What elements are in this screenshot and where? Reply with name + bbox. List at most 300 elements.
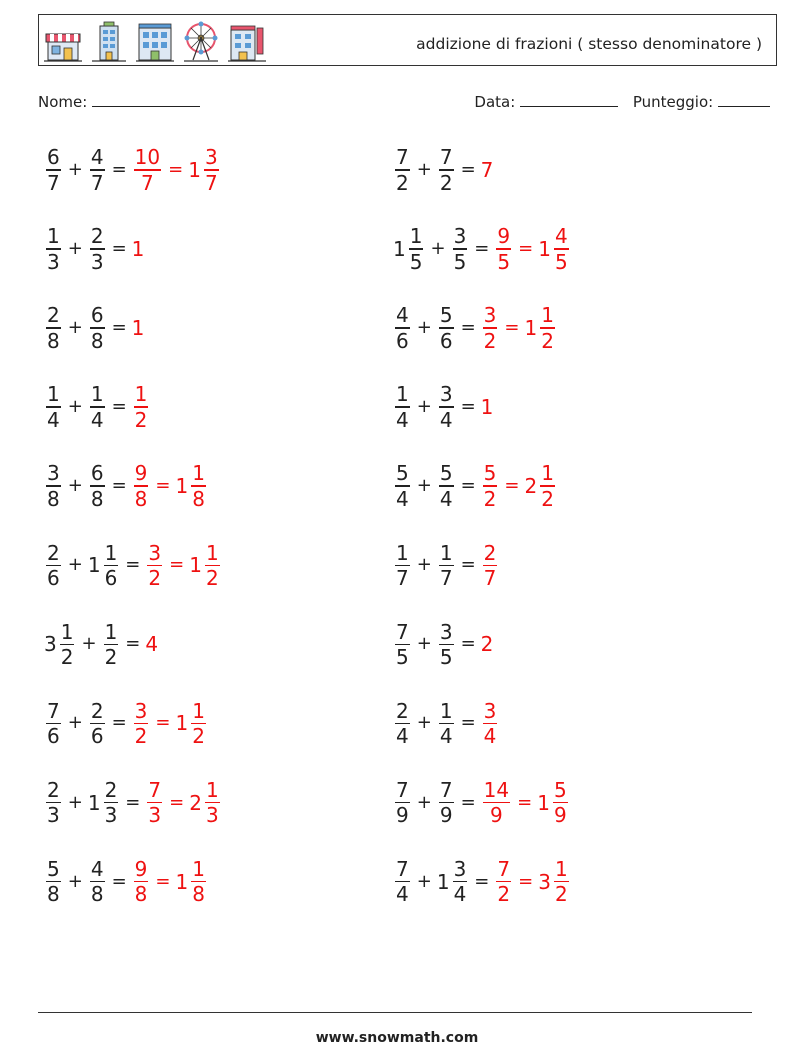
whole-number: 1 <box>538 236 551 261</box>
problem-item <box>393 145 494 195</box>
denominator: 8 <box>90 486 104 511</box>
denominator: 5 <box>409 249 423 274</box>
equals-sign: = <box>155 712 171 734</box>
numerator: 9 <box>497 224 511 249</box>
denominator: 9 <box>490 803 503 828</box>
fraction <box>395 303 410 353</box>
numerator: 7 <box>396 856 409 881</box>
fraction <box>395 699 410 749</box>
fraction <box>395 145 410 195</box>
problem-item <box>393 857 571 907</box>
fraction <box>46 145 61 195</box>
header-icons <box>44 18 266 64</box>
equals-sign: = <box>460 554 476 576</box>
denominator: 7 <box>141 170 154 195</box>
numerator: 5 <box>47 856 60 881</box>
numerator: 5 <box>483 461 497 486</box>
fraction <box>90 303 105 353</box>
denominator: 4 <box>90 407 104 432</box>
denominator: 2 <box>104 645 118 670</box>
fraction <box>395 382 410 432</box>
numerator: 3 <box>483 303 497 328</box>
denominator: 2 <box>60 645 74 670</box>
equals-sign: = <box>155 475 171 497</box>
equals-sign: = <box>169 791 185 813</box>
numerator: 1 <box>90 382 104 407</box>
numerator: 7 <box>47 698 60 723</box>
denominator: 7 <box>47 170 60 195</box>
numerator: 1 <box>47 382 60 407</box>
answer <box>494 224 570 274</box>
equals-sign: = <box>518 870 534 892</box>
denominator: 8 <box>47 328 60 353</box>
numerator: 2 <box>104 777 118 802</box>
answer <box>481 461 557 511</box>
fraction <box>205 778 220 828</box>
denominator: 2 <box>134 407 148 432</box>
whole-number: 1 <box>189 553 202 578</box>
answer-whole: 1 <box>131 315 145 340</box>
denominator: 6 <box>396 328 409 353</box>
denominator: 9 <box>396 803 409 828</box>
numerator: 4 <box>90 856 104 881</box>
date-label: Data: <box>474 93 516 111</box>
fraction <box>553 778 568 828</box>
fraction <box>483 541 498 591</box>
fraction <box>90 224 105 274</box>
equals-sign: = <box>504 475 520 497</box>
denominator: 6 <box>439 328 453 353</box>
numerator: 1 <box>192 698 205 723</box>
numerator: 1 <box>396 382 409 407</box>
answer <box>480 395 495 420</box>
worksheet-header <box>38 14 777 66</box>
fraction <box>134 699 149 749</box>
equals-sign: = <box>111 475 127 497</box>
plus-sign: + <box>67 396 83 418</box>
plus-sign: + <box>416 870 432 892</box>
answer-whole: 1 <box>131 236 145 261</box>
numerator: 7 <box>439 145 453 169</box>
numerator: 5 <box>439 303 453 328</box>
numerator: 14 <box>483 777 510 802</box>
numerator: 6 <box>90 461 104 486</box>
denominator: 6 <box>47 724 60 749</box>
answer <box>480 157 495 182</box>
denominator: 5 <box>453 249 467 274</box>
fraction <box>483 461 498 511</box>
answer <box>480 632 495 657</box>
fraction <box>46 857 61 907</box>
numerator: 2 <box>483 540 497 565</box>
denominator: 2 <box>497 882 511 907</box>
numerator: 6 <box>90 303 104 328</box>
problem-item <box>393 778 570 828</box>
numerator: 2 <box>90 698 104 723</box>
denominator: 4 <box>439 724 453 749</box>
denominator: 7 <box>483 566 497 590</box>
equals-sign: = <box>460 712 476 734</box>
fraction <box>439 778 454 828</box>
equals-sign: = <box>460 633 476 655</box>
numerator: 7 <box>497 856 511 881</box>
numerator: 1 <box>205 777 219 802</box>
numerator: 1 <box>541 461 554 486</box>
fraction <box>46 778 61 828</box>
apartment-building-icon <box>136 20 174 64</box>
whole-number: 1 <box>175 869 189 894</box>
date-score-fields <box>474 92 770 111</box>
numerator: 3 <box>204 145 218 169</box>
numerator: 1 <box>554 856 568 881</box>
equals-sign: = <box>111 712 127 734</box>
numerator: 1 <box>541 303 554 328</box>
answer <box>132 857 208 907</box>
score-label: Punteggio: <box>632 93 714 111</box>
denominator: 3 <box>47 249 60 274</box>
student-info <box>38 92 770 116</box>
fraction <box>439 303 454 353</box>
fraction <box>134 145 161 195</box>
denominator: 8 <box>90 328 104 353</box>
plus-sign: + <box>416 712 432 734</box>
numerator: 7 <box>396 145 409 169</box>
numerator: 3 <box>134 698 148 723</box>
answer <box>494 857 570 907</box>
fraction <box>191 699 206 749</box>
answer-whole: 7 <box>480 157 494 182</box>
denominator: 2 <box>192 724 205 749</box>
whole-number: 2 <box>189 790 202 815</box>
answer <box>132 382 151 432</box>
problem-item <box>44 778 222 828</box>
answer <box>481 541 500 591</box>
equals-sign: = <box>460 158 476 180</box>
fraction <box>134 382 149 432</box>
denominator: 8 <box>134 486 148 511</box>
plus-sign: + <box>67 554 83 576</box>
numerator: 1 <box>192 461 205 486</box>
denominator: 3 <box>148 803 162 828</box>
denominator: 9 <box>553 803 567 828</box>
numerator: 1 <box>134 382 148 407</box>
equals-sign: = <box>474 237 490 259</box>
numerator: 1 <box>205 540 219 565</box>
fraction <box>496 857 511 907</box>
fraction <box>439 145 454 195</box>
numerator: 4 <box>90 145 104 169</box>
fraction <box>439 461 454 511</box>
plus-sign: + <box>416 554 432 576</box>
numerator: 1 <box>60 619 74 644</box>
denominator: 8 <box>192 486 205 511</box>
numerator: 10 <box>134 145 161 169</box>
denominator: 8 <box>134 882 148 907</box>
numerator: 7 <box>396 619 409 644</box>
numerator: 4 <box>396 303 409 328</box>
plus-sign: + <box>67 237 83 259</box>
fraction <box>395 620 410 670</box>
date-blank[interactable] <box>520 92 618 107</box>
problem-item <box>393 620 494 670</box>
equals-sign: = <box>460 396 476 418</box>
numerator: 1 <box>192 856 205 881</box>
denominator: 5 <box>396 645 409 670</box>
whole-number: 1 <box>175 711 189 736</box>
plus-sign: + <box>67 791 83 813</box>
answer <box>481 303 557 353</box>
denominator: 6 <box>90 724 104 749</box>
fraction <box>46 224 61 274</box>
whole-number: 3 <box>538 869 551 894</box>
denominator: 6 <box>104 566 118 590</box>
fraction <box>554 224 569 274</box>
whole-number: 1 <box>393 236 406 261</box>
answer <box>132 699 208 749</box>
answer <box>145 778 221 828</box>
equals-sign: = <box>518 237 534 259</box>
fraction <box>204 145 219 195</box>
denominator: 5 <box>497 249 511 274</box>
office-building-icon <box>90 20 128 64</box>
fraction <box>439 620 454 670</box>
numerator: 5 <box>439 461 453 486</box>
equals-sign: = <box>169 554 185 576</box>
fraction <box>147 778 162 828</box>
answer <box>145 541 221 591</box>
problem-item <box>44 541 222 591</box>
equals-sign: = <box>517 791 533 813</box>
denominator: 2 <box>439 170 453 195</box>
denominator: 4 <box>483 724 497 749</box>
name-label: Nome: <box>38 93 88 111</box>
fraction <box>134 857 149 907</box>
numerator: 2 <box>47 540 60 565</box>
answer <box>481 778 570 828</box>
plus-sign: + <box>67 870 83 892</box>
numerator: 1 <box>439 540 453 565</box>
fraction <box>191 857 206 907</box>
plus-sign: + <box>416 633 432 655</box>
fraction <box>90 857 105 907</box>
ferris-wheel-icon <box>182 20 220 64</box>
shop-icon <box>44 20 82 64</box>
worksheet-title: addizione di frazioni ( stesso denominatore ) <box>416 35 762 53</box>
whole-number: 1 <box>175 474 189 499</box>
equals-sign: = <box>125 791 141 813</box>
footer-url[interactable]: www.snowmath.com <box>315 1030 479 1046</box>
plus-sign: + <box>416 158 432 180</box>
numerator: 7 <box>396 777 409 802</box>
problem-item <box>44 461 208 511</box>
fraction <box>90 699 105 749</box>
equals-sign: = <box>125 633 141 655</box>
whole-number: 1 <box>524 315 538 340</box>
equals-sign: = <box>111 158 127 180</box>
fraction <box>496 224 511 274</box>
fraction <box>395 461 410 511</box>
problem-item <box>393 303 557 353</box>
answer-whole: 2 <box>480 632 494 657</box>
fraction <box>46 541 61 591</box>
equals-sign: = <box>460 316 476 338</box>
denominator: 2 <box>134 724 148 749</box>
plus-sign: + <box>430 237 446 259</box>
plus-sign: + <box>67 712 83 734</box>
name-field[interactable] <box>38 92 200 111</box>
fraction <box>395 857 410 907</box>
answer <box>132 461 208 511</box>
answer <box>132 145 221 195</box>
denominator: 2 <box>554 882 568 907</box>
denominator: 4 <box>47 407 60 432</box>
numerator: 2 <box>396 698 409 723</box>
denominator: 4 <box>439 407 453 432</box>
problem-item <box>44 857 208 907</box>
numerator: 3 <box>148 540 162 565</box>
equals-sign: = <box>125 554 141 576</box>
denominator: 6 <box>47 566 60 590</box>
numerator: 1 <box>409 224 423 249</box>
fraction <box>439 541 454 591</box>
numerator: 2 <box>47 303 60 328</box>
answer <box>131 236 146 261</box>
fraction <box>409 224 424 274</box>
problem-item <box>393 461 557 511</box>
fraction <box>46 382 61 432</box>
fraction <box>46 461 61 511</box>
fraction <box>134 461 149 511</box>
numerator: 7 <box>439 777 453 802</box>
plus-sign: + <box>416 791 432 813</box>
numerator: 2 <box>47 777 60 802</box>
fraction <box>46 699 61 749</box>
whole-number: 2 <box>524 474 538 499</box>
numerator: 3 <box>453 856 467 881</box>
problem-item <box>393 699 499 749</box>
fraction <box>90 145 105 195</box>
numerator: 3 <box>439 382 453 407</box>
plus-sign: + <box>67 158 83 180</box>
plus-sign: + <box>81 633 97 655</box>
denominator: 3 <box>47 803 60 828</box>
problem-item <box>44 145 221 195</box>
numerator: 3 <box>483 698 497 723</box>
plus-sign: + <box>67 475 83 497</box>
numerator: 9 <box>134 461 148 486</box>
equals-sign: = <box>504 316 520 338</box>
plus-sign: + <box>416 316 432 338</box>
fraction <box>439 382 454 432</box>
equals-sign: = <box>460 791 476 813</box>
whole-number: 1 <box>436 869 450 894</box>
fraction <box>540 461 555 511</box>
whole-number: 3 <box>44 632 57 657</box>
fraction <box>540 303 555 353</box>
equals-sign: = <box>111 396 127 418</box>
plus-sign: + <box>67 316 83 338</box>
equals-sign: = <box>111 237 127 259</box>
equals-sign: = <box>460 475 476 497</box>
fraction <box>439 699 454 749</box>
denominator: 8 <box>47 486 60 511</box>
denominator: 2 <box>483 486 497 511</box>
denominator: 8 <box>192 882 205 907</box>
whole-number: 1 <box>537 790 550 815</box>
denominator: 4 <box>396 882 409 907</box>
denominator: 7 <box>204 170 218 195</box>
denominator: 3 <box>104 803 118 828</box>
denominator: 2 <box>396 170 409 195</box>
fraction <box>147 541 162 591</box>
denominator: 4 <box>396 724 409 749</box>
numerator: 1 <box>104 619 118 644</box>
denominator: 2 <box>541 328 554 353</box>
numerator: 2 <box>90 224 104 249</box>
fraction <box>104 620 119 670</box>
denominator: 3 <box>90 249 104 274</box>
whole-number: 1 <box>87 790 101 815</box>
problem-item <box>44 224 145 274</box>
problem-item <box>393 224 571 274</box>
fraction <box>453 857 468 907</box>
fraction <box>60 620 75 670</box>
denominator: 4 <box>453 882 467 907</box>
equals-sign: = <box>111 316 127 338</box>
score-blank[interactable] <box>718 92 770 107</box>
denominator: 2 <box>148 566 162 590</box>
denominator: 7 <box>90 170 104 195</box>
equals-sign: = <box>111 870 127 892</box>
numerator: 5 <box>396 461 409 486</box>
fraction <box>191 461 206 511</box>
answer <box>481 699 500 749</box>
problem-item <box>44 620 159 670</box>
denominator: 5 <box>554 249 568 274</box>
fraction <box>90 382 105 432</box>
whole-number: 1 <box>87 553 101 578</box>
fraction <box>483 303 498 353</box>
fraction <box>395 778 410 828</box>
plus-sign: + <box>416 475 432 497</box>
answer <box>131 315 146 340</box>
numerator: 5 <box>553 777 567 802</box>
numerator: 3 <box>439 619 453 644</box>
numerator: 7 <box>148 777 162 802</box>
denominator: 9 <box>439 803 453 828</box>
numerator: 1 <box>439 698 453 723</box>
denominator: 2 <box>205 566 219 590</box>
fraction <box>104 541 119 591</box>
plus-sign: + <box>416 396 432 418</box>
fraction <box>205 541 220 591</box>
equals-sign: = <box>155 870 171 892</box>
fraction <box>453 224 468 274</box>
denominator: 7 <box>396 566 409 590</box>
numerator: 4 <box>554 224 568 249</box>
numerator: 1 <box>47 224 60 249</box>
problem-item <box>44 382 150 432</box>
denominator: 2 <box>483 328 497 353</box>
fraction <box>554 857 569 907</box>
name-blank[interactable] <box>92 92 200 107</box>
problem-item <box>393 382 494 432</box>
fraction <box>104 778 119 828</box>
denominator: 8 <box>90 882 104 907</box>
problem-item <box>44 303 145 353</box>
numerator: 6 <box>47 145 60 169</box>
fraction <box>483 778 510 828</box>
